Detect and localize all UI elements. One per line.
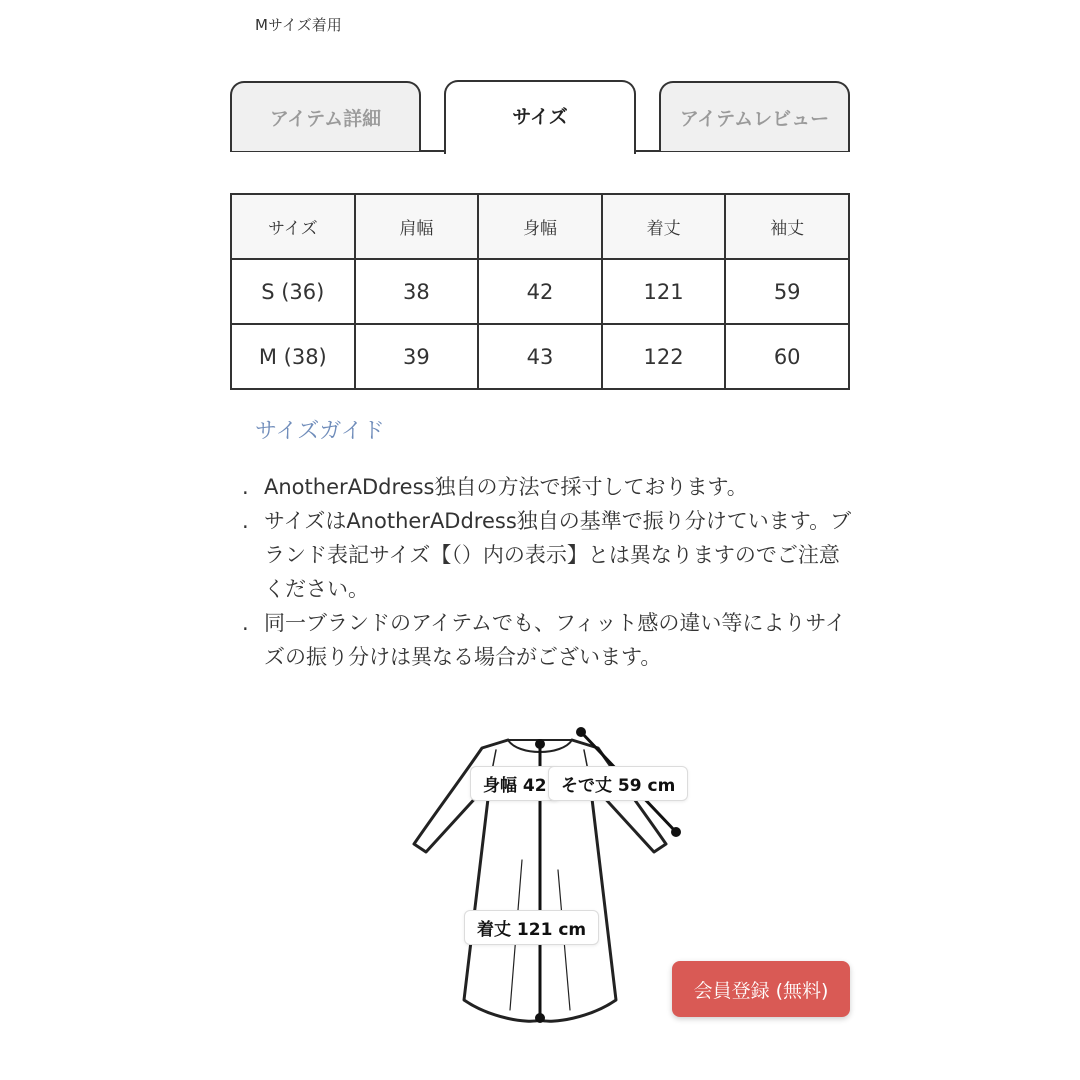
note-text: 同一ブランドのアイテムでも、フィット感の違い等によりサイズの振り分けは異なる場合がございます。 (264, 611, 846, 669)
cell-shoulder-width: 39 (355, 324, 479, 389)
note-item (240, 504, 860, 606)
tab-size[interactable]: サイズ (444, 80, 636, 154)
header-size: サイズ (231, 194, 355, 259)
cell-length: 122 (602, 324, 726, 389)
cell-sleeve-length: 60 (725, 324, 849, 389)
garment-measurement-diagram (400, 720, 700, 1030)
size-guide-link[interactable]: サイズガイド (255, 419, 385, 444)
table-row (231, 259, 849, 324)
cell-size: S (36) (231, 259, 355, 324)
size-table (230, 193, 850, 390)
header-body-width: 身幅 (478, 194, 602, 259)
table-row (231, 324, 849, 389)
header-shoulder-width: 肩幅 (355, 194, 479, 259)
sleeve-length-label: そで丈 59 cm (548, 766, 688, 801)
tab-bar (230, 80, 850, 154)
model-size-note: Mサイズ着用 (255, 16, 342, 34)
note-item (240, 606, 860, 674)
size-table-header (231, 194, 849, 259)
note-bullet: . (242, 475, 249, 499)
cell-length: 121 (602, 259, 726, 324)
size-notes (240, 470, 860, 674)
note-bullet: . (242, 611, 249, 635)
cell-shoulder-width: 38 (355, 259, 479, 324)
header-length: 着丈 (602, 194, 726, 259)
tab-item-details[interactable]: アイテム詳細 (230, 81, 421, 151)
note-item (240, 470, 860, 504)
note-bullet: . (242, 509, 249, 533)
cell-body-width: 43 (478, 324, 602, 389)
cell-body-width: 42 (478, 259, 602, 324)
note-text: AnotherADdress独自の方法で採寸しております。 (264, 475, 748, 499)
body-width-label: 身幅 42 (470, 766, 560, 801)
cell-size: M (38) (231, 324, 355, 389)
tab-item-review[interactable]: アイテムレビュー (659, 81, 850, 151)
header-sleeve-length: 袖丈 (725, 194, 849, 259)
register-button[interactable]: 会員登録 (無料) (672, 961, 850, 1017)
note-text: サイズはAnotherADdress独自の基準で振り分けています。ブランド表記サイズ【（）内の表示】とは異なりますのでご注意ください。 (264, 509, 852, 601)
cell-sleeve-length: 59 (725, 259, 849, 324)
total-length-label: 着丈 121 cm (464, 910, 599, 945)
